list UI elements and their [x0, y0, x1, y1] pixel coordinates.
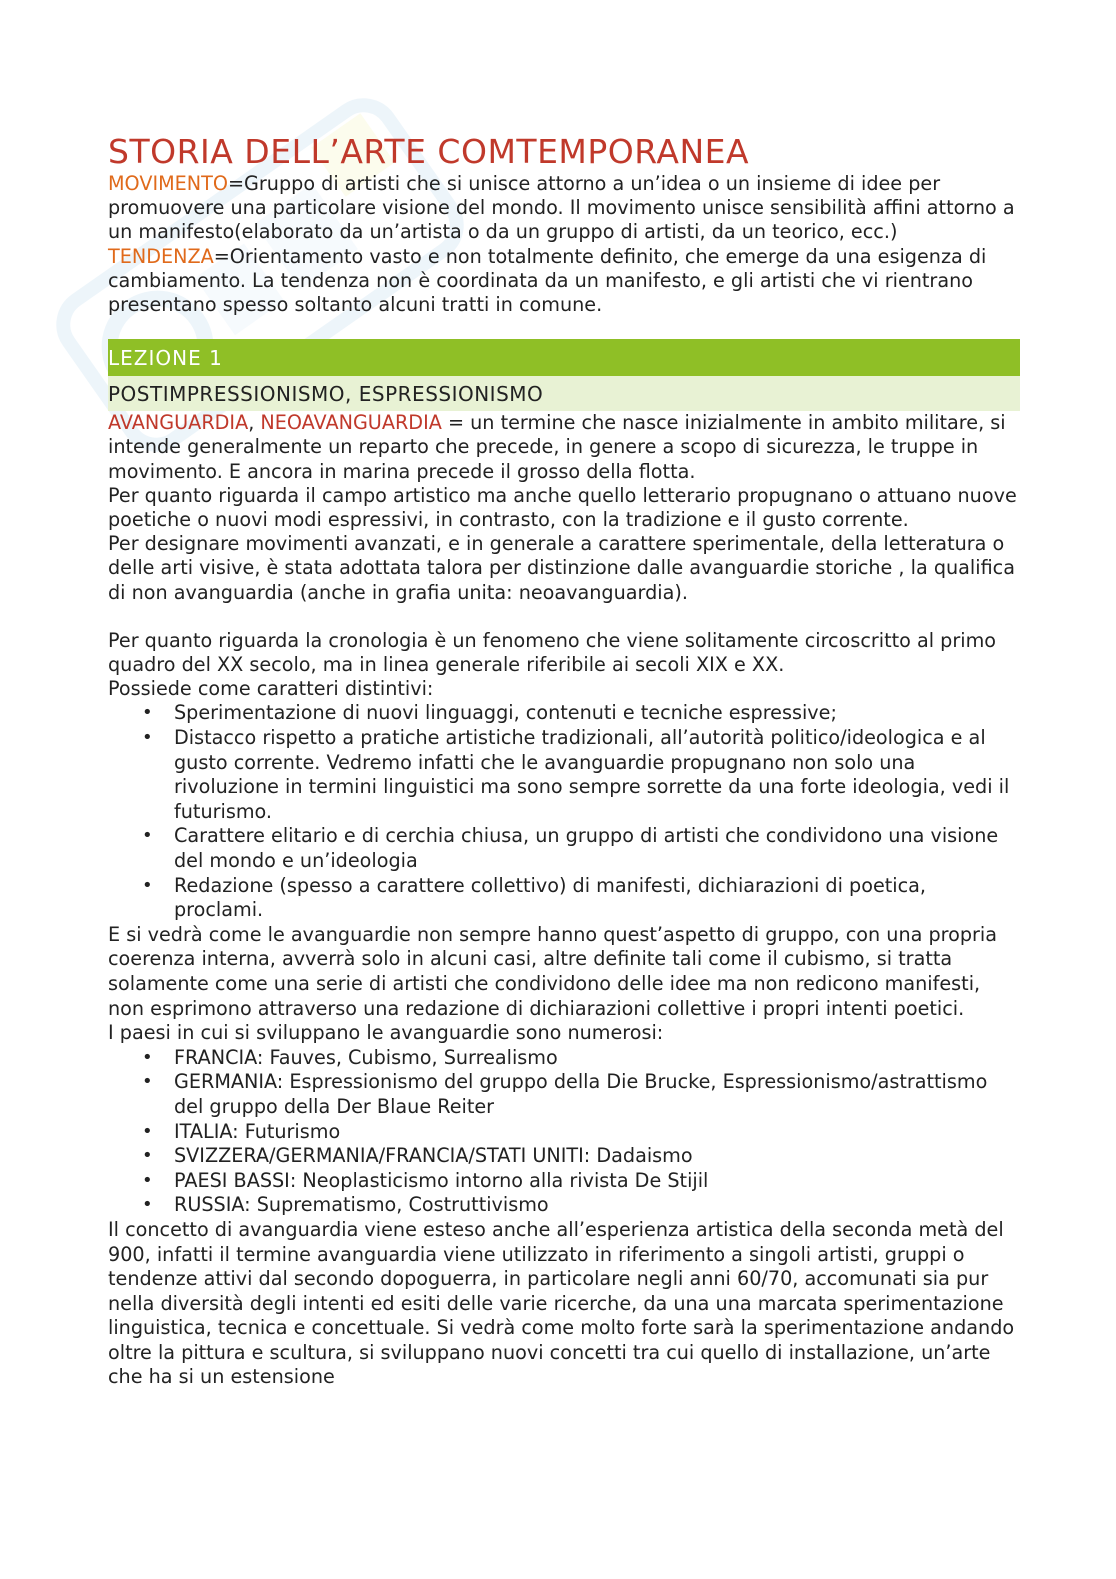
term-neoavanguardia: NEOAVANGUARDIA [260, 411, 442, 435]
bullet-icon: • [142, 1169, 153, 1191]
list-item: • Sperimentazione di nuovi linguaggi, contenuti e tecniche espressive; [142, 701, 837, 725]
term-tendenza: TENDENZA [108, 244, 214, 268]
bullet-icon: • [142, 702, 153, 724]
paragraph: Per designare movimenti avanzati, e in generale a carattere sperimentale, della letteratura o delle arti visive, è stata adottata talora per distinzione dalle avanguardie storiche , la qualifica di non avanguardia (anche in grafia unita: neoavanguardia). [108, 532, 1015, 604]
document-title: STORIA DELL’ARTE COMTEMPORANEA [108, 132, 750, 171]
paragraph: I paesi in cui si sviluppano le avanguardie sono numerosi: [108, 1021, 664, 1045]
lesson-label: LEZIONE 1 [108, 346, 223, 371]
bullet-icon: • [142, 1071, 153, 1093]
list-item: • GERMANIA: Espressionismo del gruppo della Die Brucke, Espressionismo/astrattismo del gruppo della Der Blaue Reiter [142, 1070, 988, 1118]
list-item: • Distacco rispetto a pratiche artistiche tradizionali, all’autorità politico/ideologica e al gusto corrente. Vedremo infatti che le avanguardie propugnano non solo una rivoluzione in termini linguistici ma sono sempre sorrette da una forte ideologia, vedi il futurismo. [142, 726, 1010, 823]
lesson-subtitle-bar [108, 376, 1020, 411]
list-item: • ITALIA: Futurismo [142, 1119, 341, 1143]
bullet-icon: • [142, 727, 153, 749]
paragraph: Per quanto riguarda la cronologia è un fenomeno che viene solitamente circoscritto al primo quadro del XX secolo, ma in linea generale riferibile ai secoli XIX e XX. [108, 628, 997, 677]
bullet-icon: • [142, 1120, 153, 1142]
term-movimento: MOVIMENTO [108, 172, 228, 195]
document-page [108, 132, 1020, 1390]
avanguardia-text: = un termine che nasce inizialmente in ambito militare, si intende generalmente un reparto che precede, in genere a scopo di sicurezza, le truppe in movimento. E ancora in marina precede il grosso della flotta. [108, 411, 1006, 483]
bullet-icon: • [142, 1145, 153, 1167]
list-item: • Redazione (spesso a carattere collettivo) di manifesti, dichiarazioni di poetica, proclami. [142, 873, 927, 922]
list-item: • SVIZZERA/GERMANIA/FRANCIA/STATI UNITI: Dadaismo [142, 1144, 693, 1168]
characteristics-list [108, 701, 1020, 922]
list-item: • FRANCIA: Fauves, Cubismo, Surrealismo [142, 1045, 558, 1069]
lesson-subtitle: POSTIMPRESSIONISMO, ESPRESSIONISMO [108, 382, 544, 407]
bullet-icon: • [142, 1194, 153, 1216]
paragraph: Il concetto di avanguardia viene esteso anche all’esperienza artistica della seconda metà del 900, infatti il termine avanguardia viene utilizzato in riferimento a singoli artisti, gruppi o tendenze attivi dal secondo dopoguerra, in particolare negli anni 60/70, accomunati sia pur nella diversità degli intenti ed esiti delle varie ricerche, da una una marcata sperimentazione linguistica, tecnica e concettuale. Si vedrà come molto forte sarà la sperimentazione andando oltre la pittura e scultura, si sviluppano nuovi concetti tra cui quello di installazione, un’arte che ha si un estensione [108, 1217, 1015, 1389]
avanguardia-definition [108, 411, 1020, 484]
lesson-header [108, 339, 1020, 376]
paragraph: Possiede come caratteri distintivi: [108, 677, 434, 701]
bullet-icon: • [142, 825, 153, 847]
definition-tendenza-text: =Orientamento vasto e non totalmente definito, che emerge da una esigenza di cambiamento. La tendenza non è coordinata da un manifesto, e gli artisti che vi rientrano presentano spesso soltanto alcuni tratti in comune. [108, 244, 987, 317]
definition-tendenza [108, 245, 1020, 318]
definition-movimento-text: =Gruppo di artisti che si unisce attorno a un’idea o un insieme di idee per promuovere una particolare visione del mondo. Il movimento unisce sensibilità affini attorno a un manifesto(elaborato da un’artista o da un gruppo di artisti, da un teorico, ecc.) [108, 172, 1015, 244]
paragraph: Per quanto riguarda il campo artistico ma anche quello letterario propugnano o attuano nuove poetiche o nuovi modi espressivi, in contrasto, con la tradizione e il gusto corrente. [108, 483, 1017, 532]
list-item: • RUSSIA: Suprematismo, Costruttivismo [142, 1193, 549, 1217]
bullet-icon: • [142, 874, 153, 896]
paragraph: E si vedrà come le avanguardie non sempre hanno quest’aspetto di gruppo, con una propria coerenza interna, avverrà solo in alcuni casi, altre definite tali come il cubismo, si tratta solamente come una serie di artisti che condividono delle idee ma non redicono manifesti, non esprimono attraverso una redazione di dichiarazioni collettive i propri intenti poetici. [108, 922, 998, 1020]
list-item: • PAESI BASSI: Neoplasticismo intorno alla rivista De Stijil [142, 1168, 709, 1192]
definition-movimento [108, 172, 1020, 245]
list-item: • Carattere elitario e di cerchia chiusa, un gruppo di artisti che condividono una visione del mondo e un’ideologia [142, 824, 999, 873]
term-avanguardia: AVANGUARDIA [108, 411, 249, 435]
countries-list [108, 1046, 1020, 1218]
term-separator: , [248, 411, 261, 435]
bullet-icon: • [142, 1046, 153, 1068]
